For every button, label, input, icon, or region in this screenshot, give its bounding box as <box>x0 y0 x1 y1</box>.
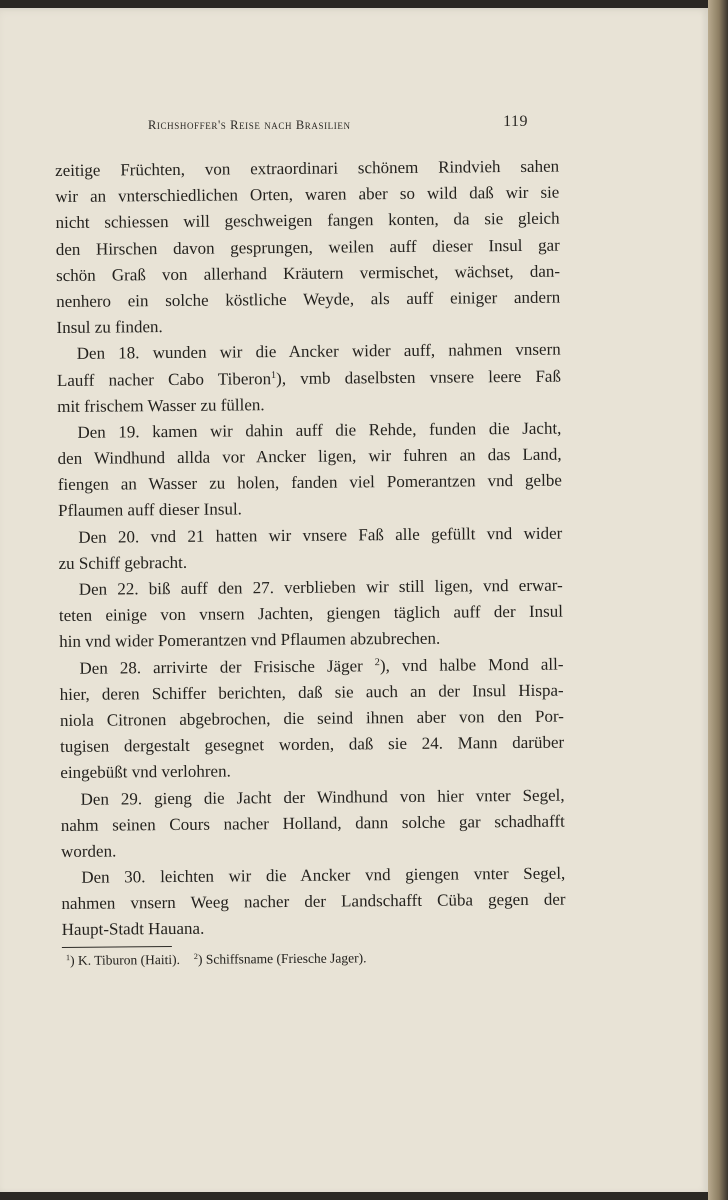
footnote-rule <box>62 946 172 948</box>
running-head-title: Richshoffer's Reise nach Brasilien <box>148 118 351 132</box>
text-line: tugisen dergestalt gesegnet worden, daß sie 24. Mann darüber <box>60 732 565 757</box>
footnote-ref: 1 <box>270 369 277 381</box>
text-line: fiengen an Wasser zu holen, fanden viel Pomerantzen vnd gelbe <box>57 470 562 495</box>
text-line: hin vnd wider Pomerantzen vnd Pflaumen abzubrechen. <box>59 629 441 652</box>
text-line-with-footnote <box>57 363 561 394</box>
text-line: Haupt-Stadt Hauana. <box>61 919 205 940</box>
text-line: Den 18. wunden wir die Ancker wider auff, nahmen vnsern <box>76 339 561 364</box>
footnote-ref: 2 <box>374 656 380 668</box>
page-number: 119 <box>503 113 528 130</box>
text-line: zeitige Früchten, von extraordinari schönem Rindvieh sahen <box>55 156 560 180</box>
text-line: den Windhund allda vor Ancker ligen, wir fuhren an das Land, <box>57 444 562 469</box>
text-line: hier, deren Schiffer berichten, daß sie auch an der Insul Hispa- <box>59 680 564 704</box>
text-line: schön Graß von allerhand Kräutern vermischet, wächset, dan- <box>55 261 561 285</box>
text-line: zu Schiff gebracht. <box>58 552 188 573</box>
text-line: worden. <box>60 841 117 861</box>
text-line: Den 20. vnd 21 hatten wir vnsere Faß alle gefüllt vnd wider <box>78 523 563 547</box>
text-line: nicht schiessen will geschweigen fangen konten, da sie gleich <box>55 208 560 233</box>
footnote-marker: 2 <box>193 951 198 961</box>
text-line: wir an vnterschiedlichen Orten, waren aber so wild daß wir sie <box>55 182 560 207</box>
footnote-2 <box>194 950 367 967</box>
text-line: teten einige von vnsern Jachten, giengen täglich auff der Insul <box>58 601 564 626</box>
text-line: Den 30. leichten wir die Ancker vnd giengen vnter Segel, <box>81 863 566 887</box>
footnote-1 <box>66 952 180 968</box>
page-edge <box>708 0 728 1200</box>
text-fragment: ), vmb daselbsten vnsere leere Faß <box>276 366 562 388</box>
text-line: nenhero ein solche köstliche Weyde, als auff einiger andern <box>56 287 561 311</box>
text-fragment: ), vnd halbe Mond all- <box>379 654 564 675</box>
text-line: eingebüßt vnd verlohren. <box>60 761 231 783</box>
footnote-text: ) K. Tiburon (Haiti). <box>69 951 180 968</box>
text-line: nahmen vnsern Weeg nacher der Landschafft Cüba gegen der <box>61 889 566 914</box>
text-line: niola Citronen abgebrochen, die seind ihnen aber von den Por- <box>59 706 564 730</box>
book-page <box>0 8 708 1192</box>
footnote-text: ) Schiffsname (Friesche Jager). <box>197 949 367 967</box>
footnotes <box>62 947 566 969</box>
text-fragment: Lauff nacher Cabo Tiberon <box>56 368 272 390</box>
text-line: Pflaumen auff dieser Insul. <box>57 499 242 521</box>
text-line: nahm seinen Cours nacher Holland, dann solche gar schadhafft <box>60 811 565 835</box>
text-line: den Hirschen davon gesprungen, weilen auff dieser Insul gar <box>55 235 560 259</box>
footnote-marker: 1 <box>65 952 71 962</box>
text-line: Den 22. biß auff den 27. verblieben wir still ligen, vnd erwar- <box>78 575 563 599</box>
text-line: Den 29. gieng die Jacht der Windhund von hier vnter Segel, <box>80 785 565 809</box>
text-line: Den 19. kamen wir dahin auff die Rehde, funden die Jacht, <box>77 418 562 442</box>
text-line: Insul zu finden. <box>56 317 163 338</box>
text-line: mit frischem Wasser zu füllen. <box>57 394 265 416</box>
body-text <box>55 154 566 970</box>
text-line-with-footnote <box>59 651 563 682</box>
text-fragment: Den 28. arrivirte der Frisische Jäger <box>79 655 363 678</box>
